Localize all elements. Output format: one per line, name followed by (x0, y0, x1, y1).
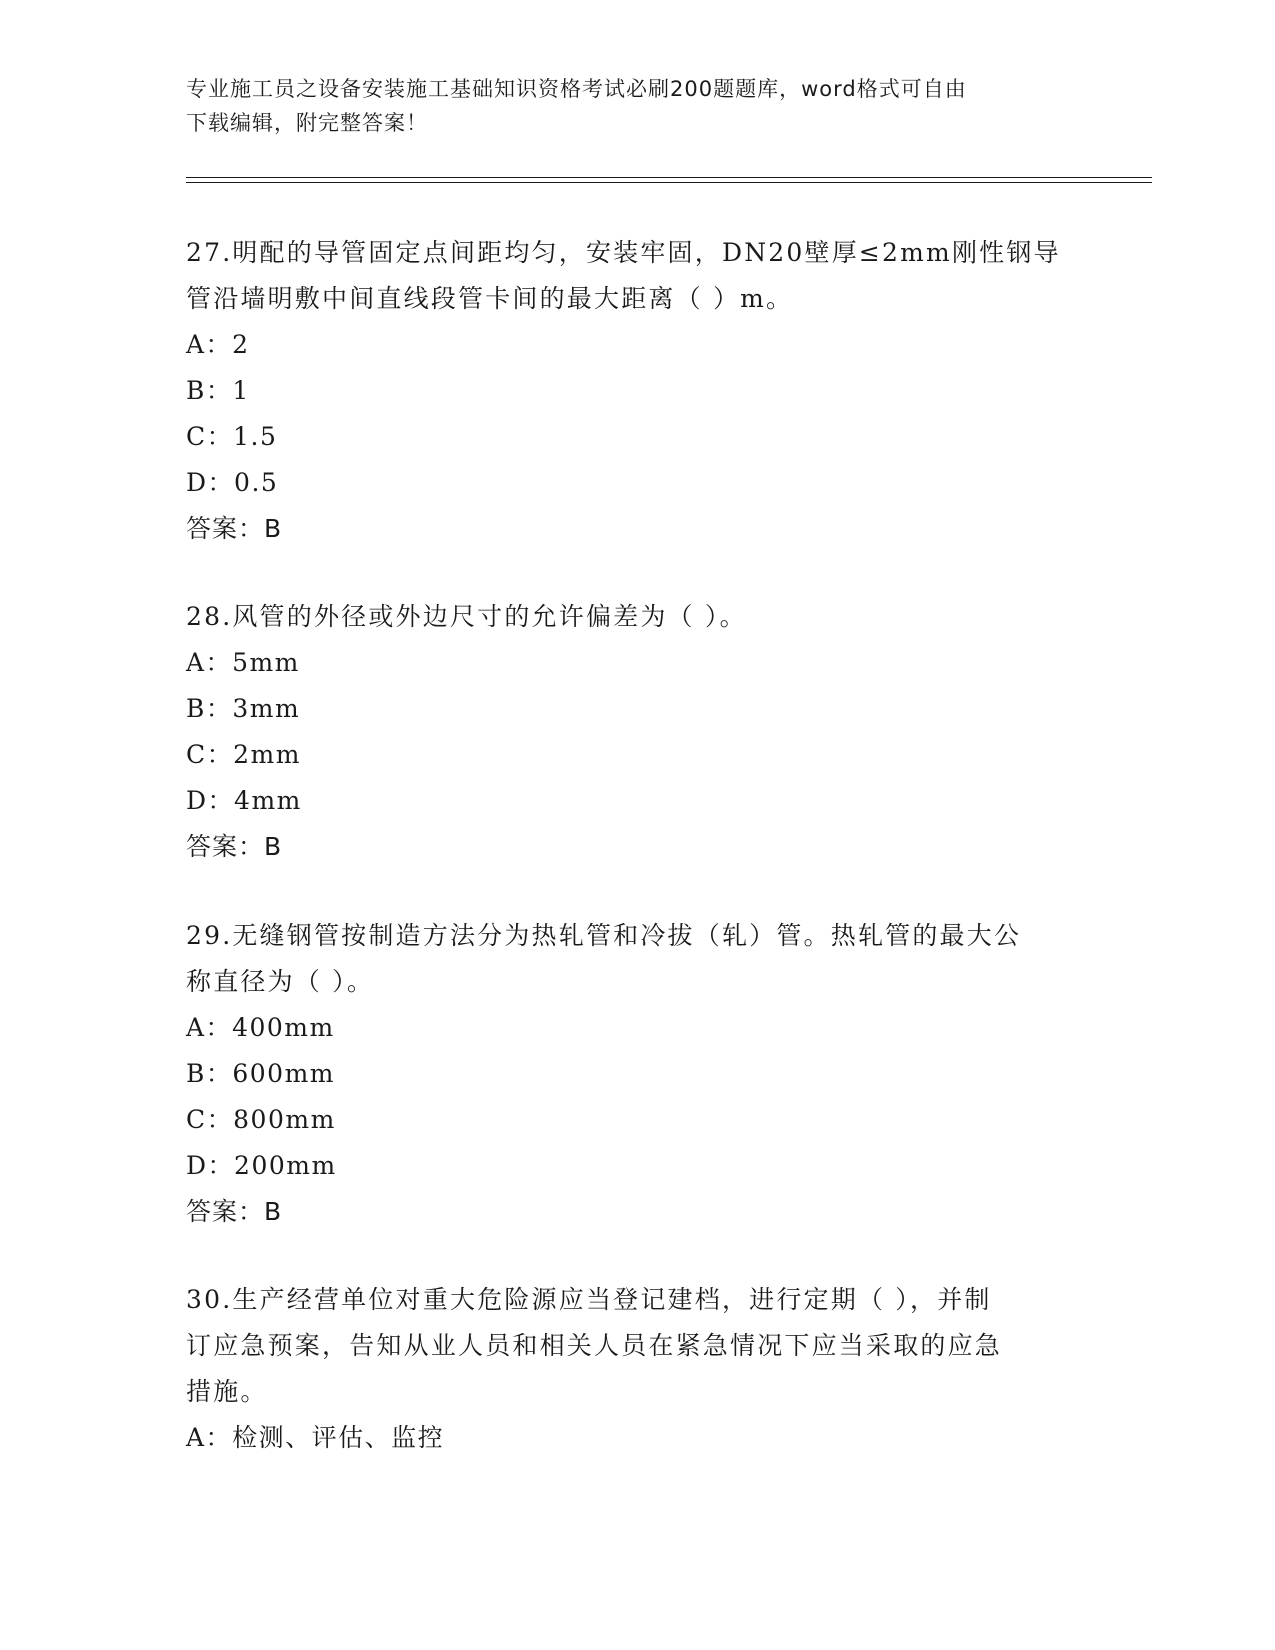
question-stem-line: 28.风管的外径或外边尺寸的允许偏差为（ ）。 (186, 602, 747, 631)
option-letter: C： (186, 422, 234, 451)
option-c (186, 414, 1086, 460)
option-text: 4mm (234, 786, 302, 815)
answer-label: 答案：B (186, 832, 283, 861)
option-text: 800mm (233, 1105, 336, 1134)
option-letter: A： (186, 1423, 233, 1452)
option-text: 200mm (234, 1151, 337, 1180)
option-d (186, 460, 1086, 506)
question-29 (186, 913, 1086, 1235)
option-b (186, 368, 1086, 414)
question-stem-line: 27.明配的导管固定点间距均匀，安装牢固，DN20壁厚≤2mm刚性钢导 (186, 238, 1061, 267)
option-letter: D： (186, 786, 235, 815)
question-stem-line: 措施。 (186, 1377, 268, 1406)
option-text: 3mm (232, 694, 301, 723)
option-letter: A： (186, 648, 233, 677)
option-a (186, 640, 1086, 686)
answer-label: 答案：B (186, 514, 283, 543)
option-a (186, 322, 1086, 368)
header-divider-top (186, 177, 1152, 178)
option-letter: D： (186, 1151, 235, 1180)
option-text: 600mm (232, 1059, 336, 1088)
question-27 (186, 230, 1086, 552)
option-text: 2 (232, 330, 250, 359)
option-text: 1 (232, 376, 250, 405)
document-header (186, 72, 1086, 140)
option-text: 2mm (233, 740, 301, 769)
option-a (186, 1415, 1086, 1461)
option-letter: A： (186, 1013, 233, 1042)
option-text: 检测、评估、监控 (232, 1423, 445, 1452)
option-letter: B： (186, 1059, 233, 1088)
question-stem-line: 称直径为（ ）。 (186, 967, 375, 996)
option-letter: C： (186, 740, 234, 769)
option-letter: B： (186, 376, 233, 405)
question-stem-line: 订应急预案，告知从业人员和相关人员在紧急情况下应当采取的应急 (186, 1331, 1003, 1360)
option-a (186, 1005, 1086, 1051)
answer-label: 答案：B (186, 1197, 283, 1226)
question-28 (186, 594, 1086, 870)
option-letter: D： (186, 468, 235, 497)
option-text: 400mm (232, 1013, 335, 1042)
question-stem-line: 29.无缝钢管按制造方法分为热轧管和冷拔（轧）管。热轧管的最大公 (186, 921, 1022, 950)
question-30 (186, 1277, 1086, 1461)
header-title-line-2: 下载编辑，附完整答案！ (186, 111, 428, 135)
option-letter: C： (186, 1105, 234, 1134)
option-d (186, 778, 1086, 824)
question-stem-line: 30.生产经营单位对重大危险源应当登记建档，进行定期（ ），并制 (186, 1285, 992, 1314)
option-letter: A： (186, 330, 233, 359)
option-b (186, 686, 1086, 732)
option-b (186, 1051, 1086, 1097)
header-divider-bottom (186, 182, 1152, 183)
option-letter: B： (186, 694, 233, 723)
option-text: 0.5 (234, 468, 279, 497)
option-c (186, 1097, 1086, 1143)
option-text: 1.5 (233, 422, 278, 451)
header-title-line-1: 专业施工员之设备安装施工基础知识资格考试必刷200题题库，word格式可自由 (186, 77, 967, 101)
question-stem-line: 管沿墙明敷中间直线段管卡间的最大距离（ ）m。 (186, 284, 794, 313)
option-text: 5mm (232, 648, 300, 677)
option-d (186, 1143, 1086, 1189)
option-c (186, 732, 1086, 778)
